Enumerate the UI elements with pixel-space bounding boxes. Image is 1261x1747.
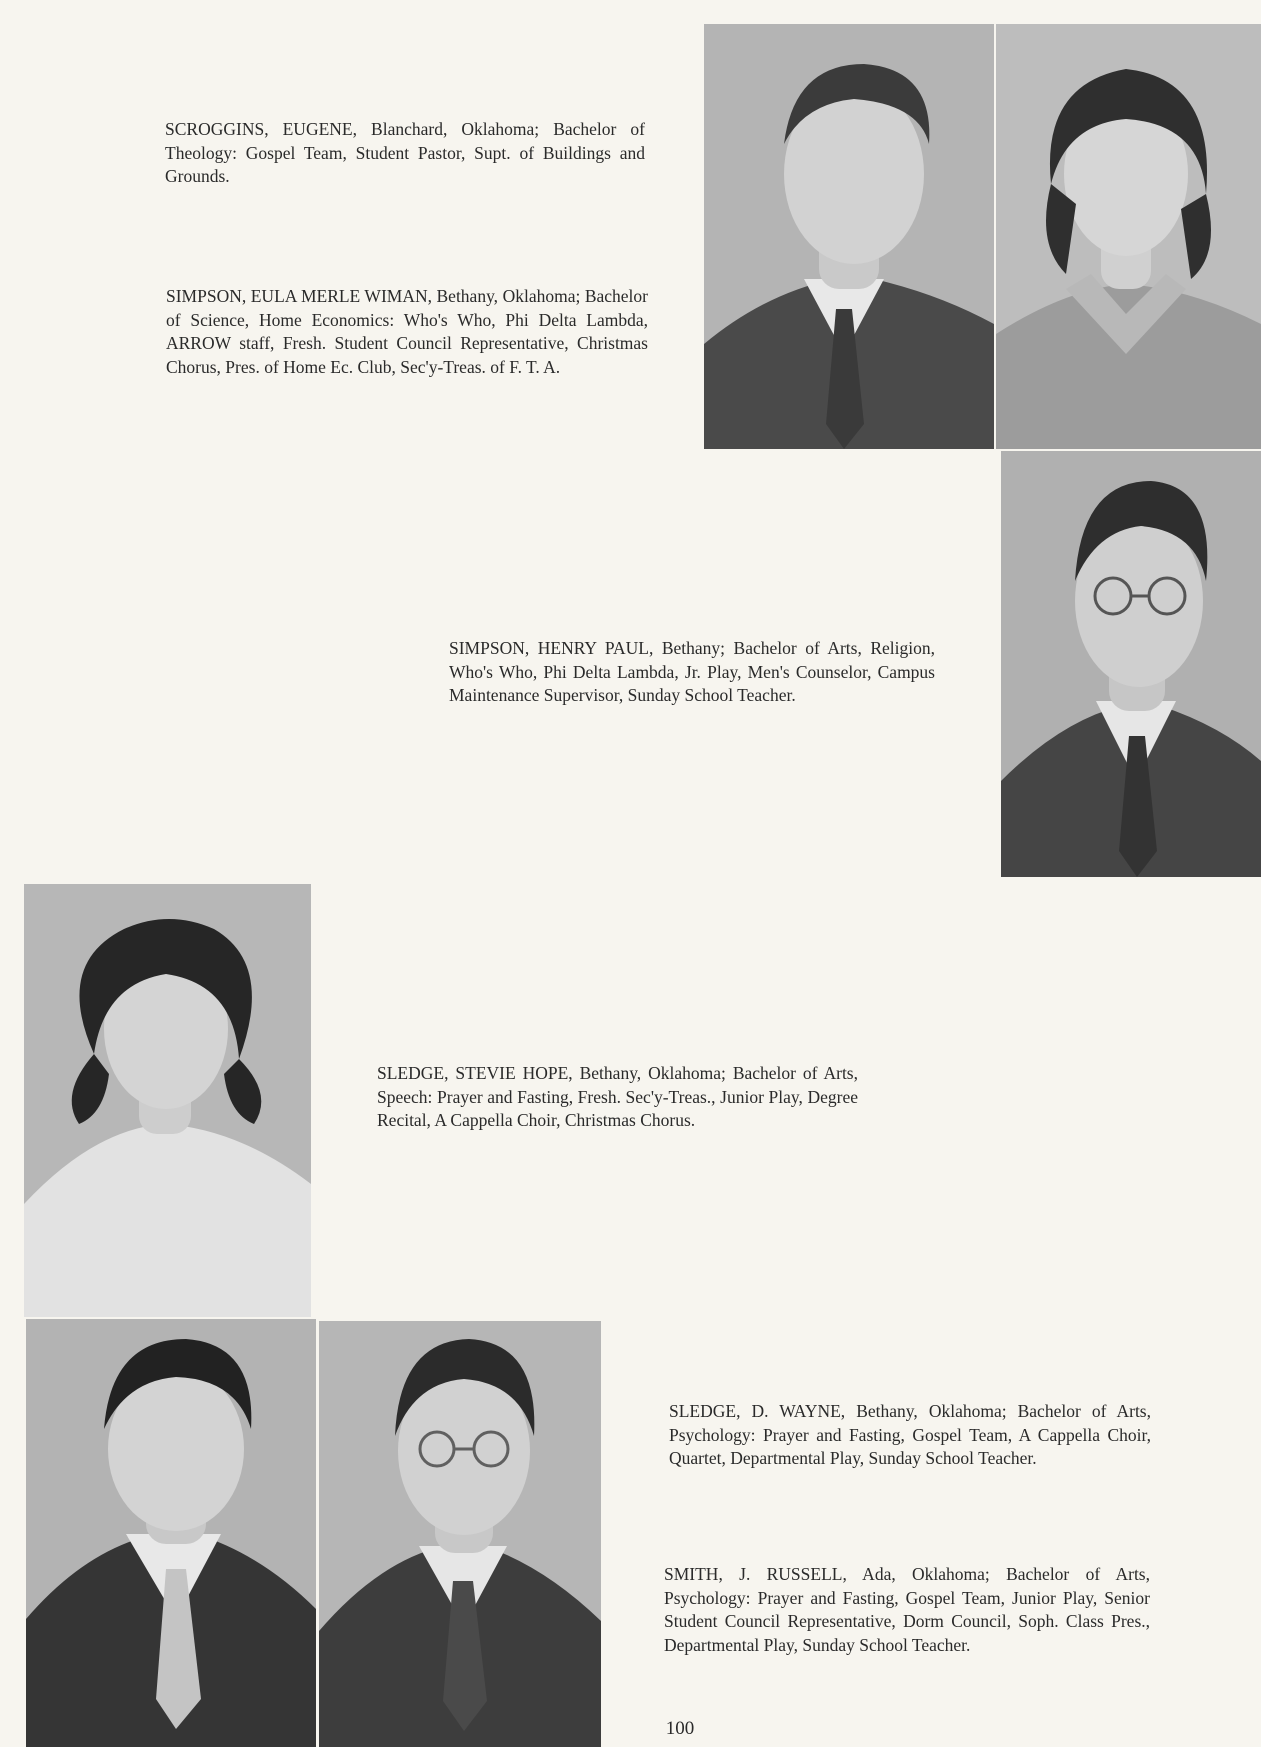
portrait-sledge-wayne-photo [26, 1319, 316, 1747]
portrait-scroggins-photo [704, 24, 994, 449]
bio-sledge-wayne: SLEDGE, D. WAYNE, Bethany, Oklahoma; Bachelor of Arts, Psychology: Prayer and Fasting, Gospel Team, A Cappella Choir, Quartet, Departmental Play, Sunday School Teacher. [669, 1401, 1151, 1468]
page-number: 100 [665, 1718, 695, 1739]
bio-scroggins-eugene: SCROGGINS, EUGENE, Blanchard, Oklahoma; Bachelor of Theology: Gospel Team, Student Pastor, Supt. of Buildings and Grounds. [165, 119, 645, 186]
bio-simpson-eula: SIMPSON, EULA MERLE WIMAN, Bethany, Oklahoma; Bachelor of Science, Home Economics: Who's Who, Phi Delta Lambda, ARROW staff, Fresh. Student Council Representative, Christmas Chorus, Pres. of Home Ec. Club, Sec'y-Treas. of F. T. A. [166, 286, 648, 377]
bio-smith-russell: SMITH, J. RUSSELL, Ada, Oklahoma; Bachelor of Arts, Psychology: Prayer and Fasting, Gospel Team, Junior Play, Senior Student Council Representative, Dorm Council, Soph. Class Pres., Departmental Play, Sunday School Teacher. [664, 1564, 1150, 1655]
bio-simpson-henry: SIMPSON, HENRY PAUL, Bethany; Bachelor of Arts, Religion, Who's Who, Phi Delta Lambda, Jr. Play, Men's Counselor, Campus Maintenance Supervisor, Sunday School Teacher. [449, 638, 935, 705]
portrait-smith-russell-photo [319, 1321, 601, 1747]
portrait-simpson-eula-photo [996, 24, 1261, 449]
portrait-simpson-henry-photo [1001, 451, 1261, 877]
portrait-sledge-stevie-photo [24, 884, 311, 1317]
bio-sledge-stevie: SLEDGE, STEVIE HOPE, Bethany, Oklahoma; Bachelor of Arts, Speech: Prayer and Fasting, Fresh. Sec'y-Treas., Junior Play, Degree Recital, A Cappella Choir, Christmas Chorus. [377, 1063, 858, 1130]
